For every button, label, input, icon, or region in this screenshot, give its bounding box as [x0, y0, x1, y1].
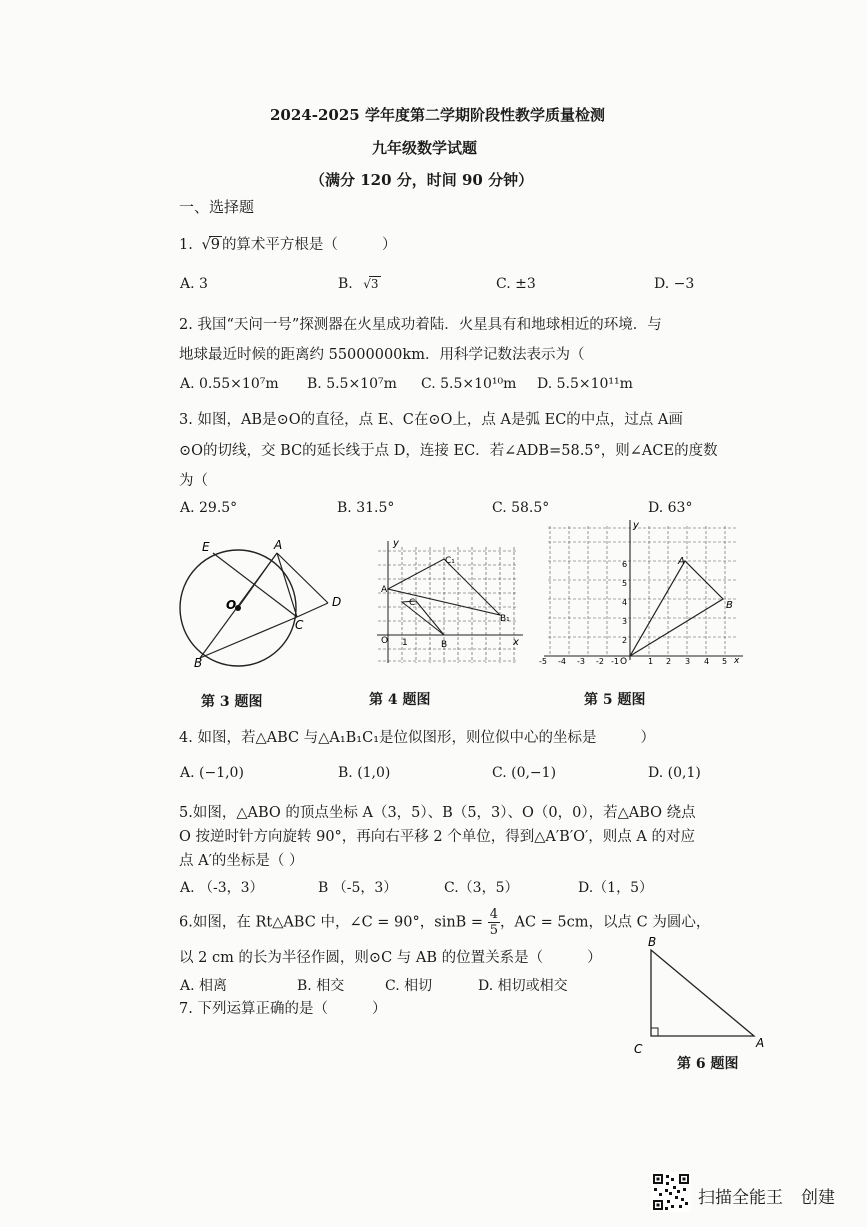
q4-option-a: A. (−1,0) [180, 765, 244, 781]
question-1: 1. √9 的算术平方根是（ ） [179, 237, 397, 253]
exam-meta: （满分 120 分，时间 90 分钟） [310, 171, 534, 189]
q2-option-b: B. 5.5×10⁷m [307, 376, 397, 392]
figure-3-caption: 第 3 题图 [201, 694, 263, 710]
q6-option-b: B. 相交 [297, 978, 345, 994]
q3-option-b: B. 31.5° [337, 500, 395, 516]
svg-text:-3: -3 [577, 657, 585, 666]
question-4: 4. 如图，若△ABC 与△A₁B₁C₁是位似图形，则位似中心的坐标是 ） [179, 730, 656, 746]
q5-option-d: D.（1，5） [578, 880, 653, 896]
figure-4-grid-diagram [373, 537, 525, 667]
q2-option-a: A. 0.55×10⁷m [180, 376, 279, 392]
svg-text:x: x [513, 637, 519, 648]
question-text: 的算术平方根是（ [221, 237, 338, 253]
figure-4-caption: 第 4 题图 [369, 692, 431, 708]
question-3-line-1: 3. 如图，AB是⊙O的直径，点 E、C在⊙O上，点 A是弧 EC的中点，过点 A画 [179, 412, 683, 428]
exam-title: 2024-2025 学年度第二学期阶段性教学质量检测 [270, 106, 605, 124]
q6-option-a: A. 相离 [180, 978, 228, 994]
svg-text:5: 5 [622, 579, 628, 588]
svg-text:y: y [393, 538, 399, 549]
q5-option-b: B （-5，3） [318, 880, 398, 896]
svg-text:B: B [441, 640, 448, 650]
svg-text:B: B [194, 656, 203, 670]
q1-option-b: B. √3 [338, 276, 379, 292]
svg-text:B₁: B₁ [500, 614, 510, 624]
q6-option-c: C. 相切 [385, 978, 433, 994]
q3-option-d: D. 63° [648, 500, 693, 516]
svg-text:-4: -4 [558, 657, 566, 666]
svg-text:6: 6 [622, 560, 628, 569]
question-5-line-1: 5.如图，△ABO 的顶点坐标 A（3，5）、B（5，3）、O（0，0），若△ABO 绕点 [179, 805, 696, 821]
figure-6-triangle-diagram [630, 932, 770, 1057]
q2-option-c: C. 5.5×10¹⁰m [421, 376, 517, 392]
q4-option-b: B. (1,0) [338, 765, 391, 781]
svg-text:-1: -1 [611, 657, 619, 666]
svg-text:B: B [648, 935, 657, 949]
q1-option-c: C. ±3 [496, 276, 536, 292]
svg-text:5: 5 [722, 657, 728, 666]
q5-option-c: C.（3，5） [444, 880, 519, 896]
question-6-line-1: 6.如图，在 Rt△ABC 中，∠C = 90°，sinB = $\frac{4}{5}$ ，AC = 5cm，以点 C 为圆心， [179, 907, 711, 938]
q3-option-c: C. 58.5° [492, 500, 550, 516]
radicand: 9 [210, 237, 220, 253]
svg-text:E: E [202, 540, 210, 554]
q5-option-a: A. （-3，3） [180, 880, 264, 896]
svg-text:C: C [634, 1042, 643, 1056]
qr-code-icon [651, 1172, 691, 1212]
svg-text:x: x [734, 656, 740, 666]
q2-option-d: D. 5.5×10¹¹m [537, 376, 633, 392]
svg-text:B: B [726, 600, 733, 611]
q4-option-c: C. (0,−1) [492, 765, 557, 781]
q3-option-a: A. 29.5° [180, 500, 238, 516]
question-2-line-2: 地球最近时候的距离约 55000000km．用科学记数法表示为（ [179, 347, 585, 363]
svg-text:O: O [226, 598, 237, 612]
scanner-action-label: 创建 [801, 1188, 835, 1208]
svg-text:C₁: C₁ [445, 556, 455, 566]
q1-option-a: A. 3 [180, 276, 208, 292]
question-3-line-3: 为（ [179, 473, 208, 489]
svg-text:O: O [620, 657, 628, 667]
svg-text:C: C [295, 618, 304, 632]
svg-text:1: 1 [402, 638, 408, 648]
svg-text:3: 3 [685, 657, 691, 666]
svg-text:2: 2 [666, 657, 672, 666]
svg-text:A: A [274, 538, 283, 552]
svg-text:O: O [381, 636, 389, 646]
figure-3-circle-diagram [170, 535, 350, 675]
question-6-line-2: 以 2 cm 的长为半径作圆，则⊙C 与 AB 的位置关系是（ ） [179, 950, 602, 966]
svg-text:4: 4 [622, 598, 628, 607]
figure-6-caption: 第 6 题图 [677, 1056, 739, 1072]
svg-text:A: A [381, 585, 388, 595]
svg-text:D: D [332, 595, 342, 609]
svg-text:A: A [756, 1036, 765, 1050]
svg-text:1: 1 [648, 657, 654, 666]
svg-text:-5: -5 [539, 657, 547, 666]
question-number: 1. [179, 237, 193, 253]
exam-subtitle: 九年级数学试题 [372, 139, 478, 157]
question-3-line-2: ⊙O的切线，交 BC的延长线于点 D，连接 EC．若∠ADB=58.5°，则∠ACE的度数 [179, 443, 718, 459]
svg-text:C: C [409, 598, 416, 608]
section-heading: 一、选择题 [179, 198, 255, 216]
figure-5-coordinate-diagram [538, 520, 748, 668]
q1-option-d: D. −3 [654, 276, 695, 292]
scanner-app-name: 扫描全能王 [698, 1188, 783, 1208]
svg-text:y: y [633, 520, 639, 531]
svg-text:A: A [678, 556, 685, 567]
question-7: 7. 下列运算正确的是（ ） [179, 1001, 387, 1017]
question-5-line-2: O 按逆时针方向旋转 90°，再向右平移 2 个单位，得到△A′B′O′，则点 A 的对应 [179, 829, 695, 845]
svg-text:3: 3 [622, 617, 628, 626]
q4-option-d: D. (0,1) [648, 765, 701, 781]
fraction: $\frac{4}{5}$ [489, 907, 498, 938]
q6-option-d: D. 相切或相交 [478, 978, 568, 994]
svg-text:4: 4 [704, 657, 710, 666]
svg-text:-2: -2 [596, 657, 604, 666]
question-5-line-3: 点 A′的坐标是（ ） [179, 853, 304, 869]
figure-5-caption: 第 5 题图 [584, 692, 646, 708]
question-2-line-1: 2. 我国“天问一号”探测器在火星成功着陆．火星具有和地球相近的环境．与 [179, 317, 662, 333]
svg-text:2: 2 [622, 636, 628, 645]
